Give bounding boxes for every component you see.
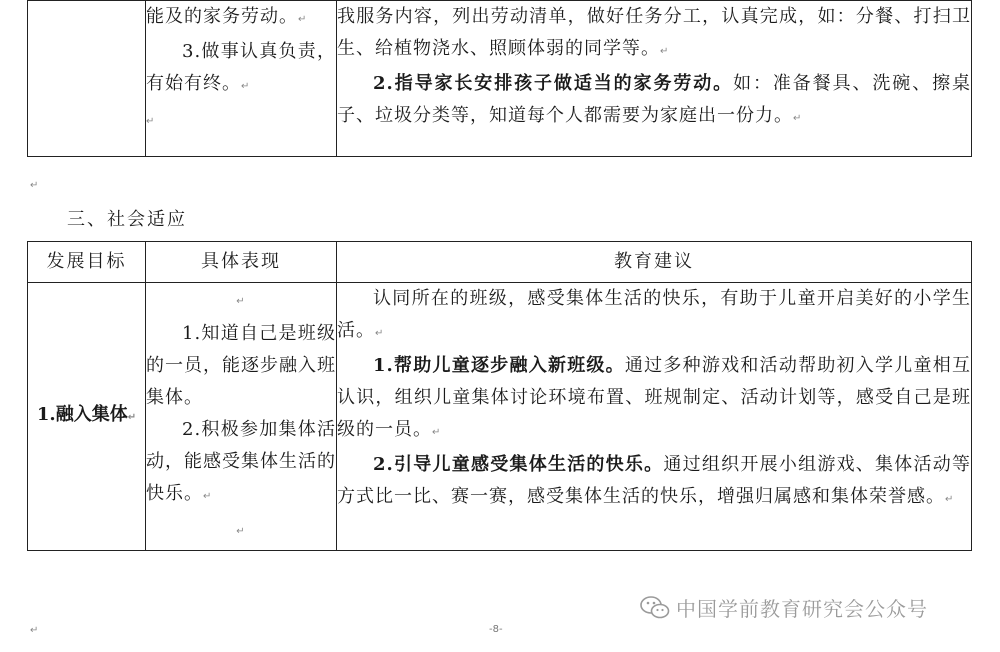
empty-paragraph: ↵ — [236, 526, 246, 537]
performance-item: 2.积极参加集体活动，能感受集体生活的快乐。↵ — [146, 419, 336, 504]
continuation-table — [27, 0, 972, 157]
advice-paragraph: 我服务内容，列出劳动清单，做好任务分工，认真完成，如：分餐、打扫卫生、给植物浇水、照顾体弱的同学等。↵ — [337, 6, 971, 59]
advice-suggestion: 2.引导儿童感受集体生活的快乐。通过组织开展小组游戏、集体活动等方式比一比、赛一赛，感受集体生活的快乐，增强归属感和集体荣誉感。↵ — [337, 454, 972, 507]
advice-cell — [337, 283, 972, 551]
advice-cell — [337, 1, 972, 157]
header-performance: 具体表现 — [146, 242, 337, 283]
watermark — [640, 593, 928, 622]
goal-cell: 1.融入集体↵ — [28, 283, 146, 551]
page-number: -8- — [489, 624, 503, 635]
advice-paragraph: 2.指导家长安排孩子做适当的家务劳动。如：准备餐具、洗碗、擦桌子、垃圾分类等，知道每个人都需要为家庭出一份力。↵ — [337, 73, 972, 126]
section-heading: 三、社会适应 — [67, 209, 187, 230]
advice-intro: 认同所在的班级，感受集体生活的快乐，有助于儿童开启美好的小学生活。↵ — [337, 288, 971, 341]
wechat-icon — [640, 595, 670, 621]
empty-paragraph: ↵ — [236, 296, 246, 307]
paragraph-mark: ↵ — [30, 180, 39, 191]
performance-cell — [146, 1, 337, 157]
social-adaptation-table — [27, 241, 972, 551]
empty-goal-cell — [28, 1, 146, 157]
watermark-text: 中国学前教育研究会公众号 — [676, 597, 928, 621]
performance-item: 1.知道自己是班级的一员，能逐步融入班集体。 — [146, 323, 336, 408]
performance-line: 能及的家务劳动。↵ — [146, 6, 308, 27]
empty-paragraph: ↵ — [146, 116, 156, 127]
header-advice: 教育建议 — [337, 242, 972, 283]
header-goal: 发展目标 — [28, 242, 146, 283]
table-row — [28, 283, 972, 551]
performance-line: 3.做事认真负责，有始有终。↵ — [146, 41, 336, 94]
paragraph-mark: ↵ — [30, 625, 39, 636]
advice-suggestion: 1.帮助儿童逐步融入新班级。通过多种游戏和活动帮助初入学儿童相互认识，组织儿童集体讨论环境布置、班规制定、活动计划等，感受自己是班级的一员。↵ — [337, 355, 972, 440]
performance-cell — [146, 283, 337, 551]
table-header-row — [28, 242, 972, 283]
